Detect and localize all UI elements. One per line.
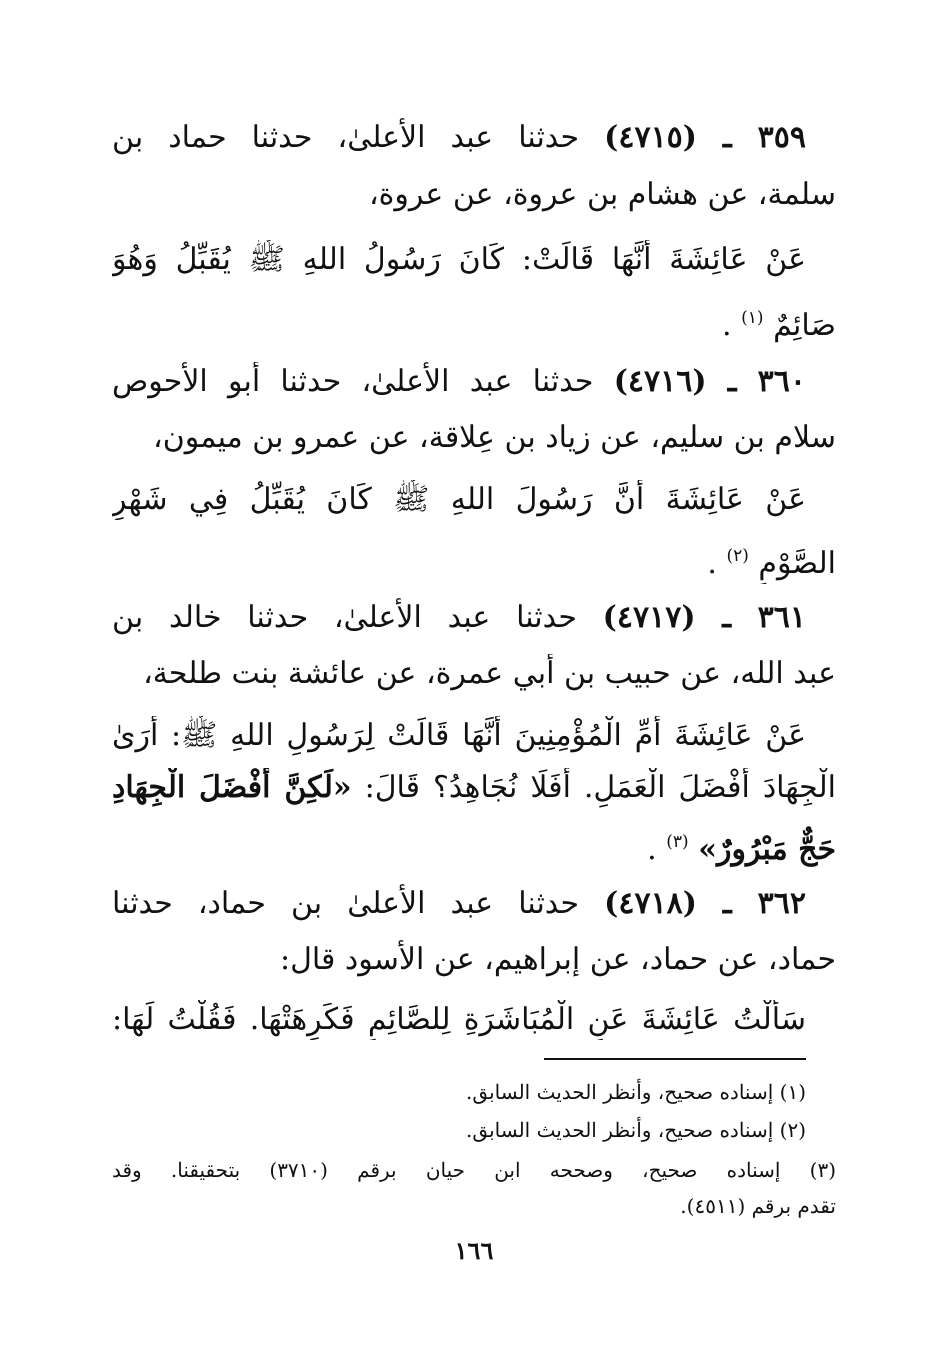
isnad-text: حدثنا عبد الأعلىٰ، حدثنا أبو الأحوص (112, 364, 594, 399)
hadith-360-matn-line-2 (112, 536, 836, 584)
hadith-361-matn-line-1: عَنْ عَائِشَةَ أُمِّ الْمُؤْمِنِينَ أَنَّهَا قَالَتْ لِرَسُولِ اللهِ ﷺ: أَرَىٰ (112, 718, 806, 753)
hadith-number: ٣٦١ ـ (٤٧١٧) (602, 600, 806, 635)
footnote-1: (١) إسناده صحيح، وأنظر الحديث السابق. (466, 1080, 806, 1104)
footnote-ref: (٣) (666, 832, 689, 852)
period: . (647, 832, 657, 867)
footnote-separator (544, 1058, 806, 1060)
footnote-3-continued: تقدم برقم (٤٥١١). (680, 1194, 836, 1218)
page-number: ١٦٦ (454, 1236, 494, 1265)
hadith-359-isnad-line-2: سلمة، عن هشام بن عروة، عن عروة، (368, 177, 836, 212)
hadith-number: ٣٦٢ ـ (٤٧١٨) (604, 886, 806, 921)
hadith-360-matn-line-1: عَنْ عَائِشَةَ أَنَّ رَسُولَ اللهِ ﷺ كَانَ يُقَبِّلُ فِي شَهْرِ (112, 482, 806, 517)
hadith-362-matn-line-1: سَأَلْتُ عَائِشَةَ عَنِ الْمُبَاشَرَةِ لِلصَّائِمِ فَكَرِهَتْهَا. فَقُلْتُ لَهَا: (112, 1002, 806, 1037)
footnote-ref: (٢) (726, 546, 749, 566)
hadith-number: ٣٦٠ ـ (٤٧١٦) (613, 364, 806, 399)
hadith-number: ٣٥٩ ـ (٤٧١٥) (604, 120, 806, 155)
footnote-3: (٣) إسناده صحيح، وصححه ابن حيان برقم (٣٧١٠) بتحقيقنا. وقد (112, 1158, 836, 1182)
matn-text: الصَّوْمِ (758, 546, 836, 581)
hadith-359-isnad-line-1 (112, 118, 806, 158)
matn-text: صَائِمٌ (773, 308, 836, 343)
hadith-360-isnad-line-2: سلام بن سليم، عن زياد بن عِلاقة، عن عمرو بن ميمون، (153, 420, 836, 455)
hadith-362-isnad-line-1 (112, 884, 806, 924)
hadith-361-isnad-line-1 (112, 598, 806, 638)
hadith-361-matn-line-3 (112, 822, 836, 870)
matn-text: الْجِهَادَ أَفْضَلَ الْعَمَلِ. أَفَلَا نُجَاهِدُ؟ قَالَ: (364, 770, 836, 805)
footnote-ref: (١) (741, 308, 764, 328)
period: . (707, 546, 717, 581)
footnote-2: (٢) إسناده صحيح، وأنظر الحديث السابق. (466, 1118, 806, 1142)
isnad-text: حدثنا عبد الأعلىٰ، حدثنا خالد بن (112, 600, 577, 635)
hadith-361-matn-line-2 (112, 768, 836, 808)
isnad-text: حدثنا عبد الأعلىٰ بن حماد، حدثنا (112, 886, 580, 921)
period: . (722, 308, 732, 343)
hadith-359-matn-line-2 (112, 298, 836, 346)
hadith-360-isnad-line-1 (112, 362, 806, 402)
matn-bold-text: حَجٌّ مَبْرُورٌ» (698, 832, 836, 867)
hadith-362-isnad-line-2: حماد، عن حماد، عن إبراهيم، عن الأسود قال: (279, 942, 836, 977)
hadith-361-isnad-line-2: عبد الله، عن حبيب بن أبي عمرة، عن عائشة بنت طلحة، (143, 656, 836, 691)
matn-bold-text: «لَكِنَّ أَفْضَلَ الْجِهَادِ (112, 770, 352, 805)
hadith-359-matn-line-1: عَنْ عَائِشَةَ أَنَّهَا قَالَتْ: كَانَ رَسُولُ اللهِ ﷺ يُقَبِّلُ وَهُوَ (112, 242, 806, 277)
isnad-text: حدثنا عبد الأعلىٰ، حدثنا حماد بن (112, 120, 580, 155)
